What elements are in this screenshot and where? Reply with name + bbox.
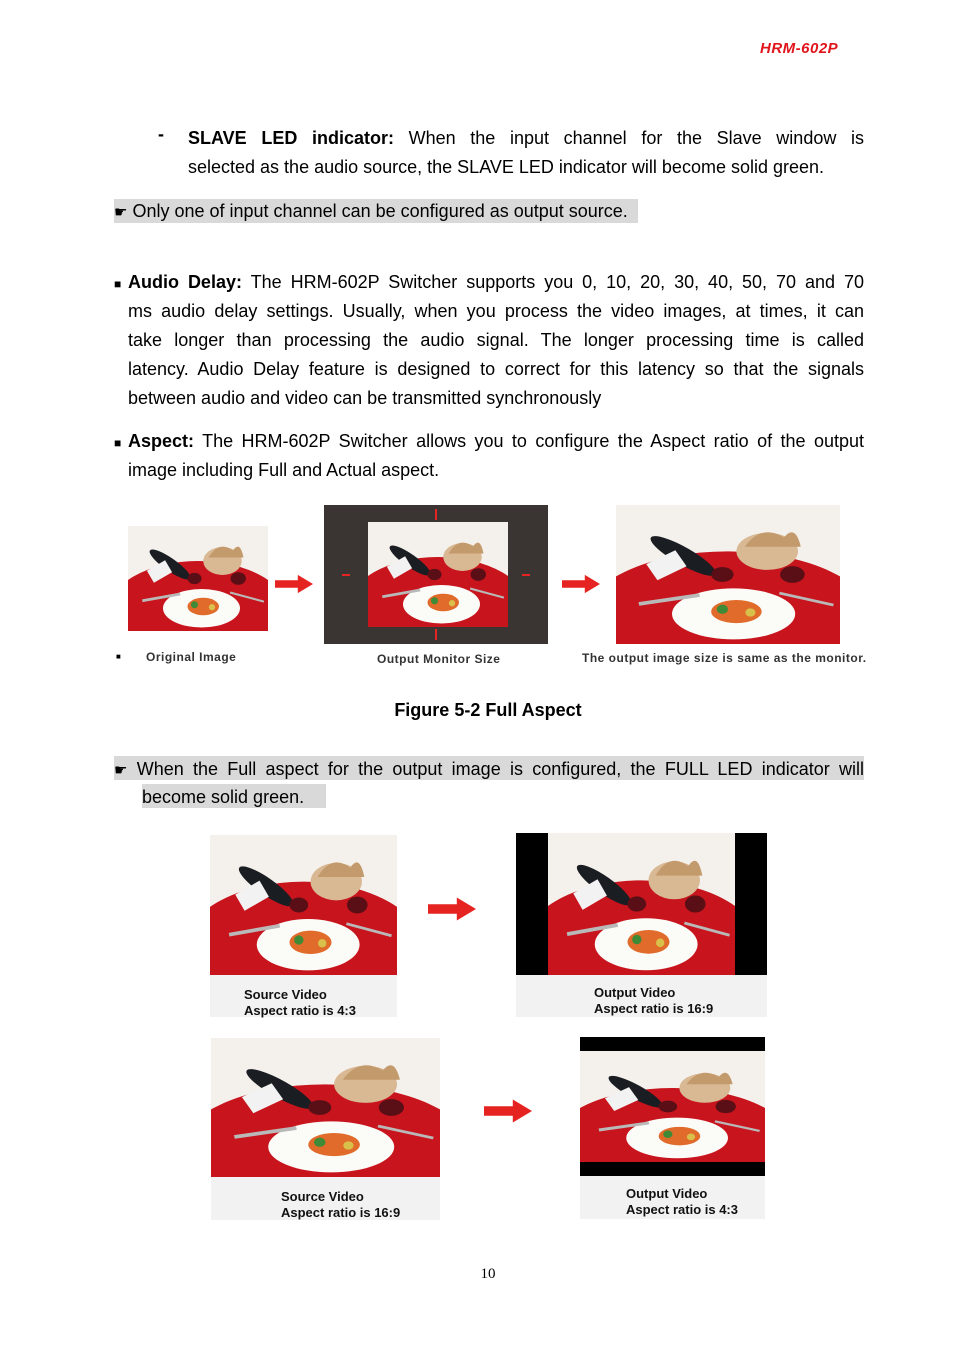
bullet-square-icon: ■ (116, 652, 121, 661)
aspect-line: The HRM-602P Switcher allows you to configure the Aspect ratio of the output (202, 431, 864, 451)
audio-delay-line: between audio and video can be transmitted synchronously (128, 388, 602, 408)
caption-original: Original Image (146, 650, 237, 664)
slave-led-label: SLAVE LED indicator: (188, 128, 394, 148)
red-arrow-icon (562, 574, 600, 594)
output-16x9-label (594, 985, 713, 1017)
source-4x3-image (210, 835, 397, 975)
page-number: 10 (480, 1266, 496, 1282)
label-line: Output Video (594, 985, 676, 1000)
expand-marker-bottom (435, 629, 437, 640)
original-image (128, 526, 268, 631)
audio-delay-line: ms audio delay settings. Usually, when you process the video images, at times, it can (128, 301, 864, 321)
audio-delay-paragraph (128, 268, 864, 413)
source-16x9-label (281, 1189, 400, 1221)
label-line: Source Video (244, 987, 327, 1002)
list-dash: - (158, 124, 164, 144)
aspect-paragraph (128, 427, 864, 485)
label-line: Aspect ratio is 16:9 (281, 1205, 401, 1220)
output-16x9-image (548, 833, 735, 975)
expand-marker-right (522, 574, 530, 576)
red-arrow-icon (484, 1099, 532, 1123)
audio-delay-line: latency. Audio Delay feature is designed to correct for this latency so that the signals (128, 359, 864, 379)
bullet-square-icon: ■ (114, 277, 122, 291)
audio-delay-label: Audio Delay: (128, 272, 242, 292)
caption-monitor: Output Monitor Size (377, 652, 501, 666)
header-brand: HRM-602P (760, 40, 839, 57)
label-line: Aspect ratio is 4:3 (626, 1202, 738, 1217)
expand-marker-left (342, 574, 350, 576)
red-arrow-icon (275, 574, 313, 594)
figure-title: Figure 5-2 Full Aspect (394, 700, 582, 720)
output-4x3-image (580, 1051, 765, 1162)
expand-marker-top (435, 509, 437, 520)
note-full-line-1 (114, 755, 864, 785)
source-4x3-label (244, 987, 356, 1019)
note-text: Only one of input channel can be configured as output source. (132, 201, 628, 221)
output-16x9-panel (516, 833, 767, 1017)
full-aspect-result-image (616, 505, 840, 644)
note-full-line-2: become solid green. (142, 787, 305, 807)
source-16x9-image (211, 1038, 440, 1177)
bullet-square-icon: ■ (114, 436, 122, 450)
label-line: Aspect ratio is 4:3 (244, 1003, 356, 1018)
audio-delay-line: The HRM-602P Switcher supports you 0, 10, 20, 30, 40, 50, 70 and 70 (250, 272, 864, 292)
red-arrow-icon (428, 897, 476, 921)
label-line: Source Video (281, 1189, 364, 1204)
label-line: Aspect ratio is 16:9 (594, 1001, 714, 1016)
aspect-label: Aspect: (128, 431, 195, 451)
output-4x3-label (626, 1186, 738, 1218)
output-4x3-panel (580, 1037, 765, 1219)
note-full-text: When the Full aspect for the output image is configured, the FULL LED indicator will (136, 759, 864, 779)
pointing-hand-icon: ☛ (114, 204, 128, 221)
label-line: Output Video (626, 1186, 708, 1201)
note-only-one-channel (114, 198, 638, 226)
audio-delay-line: take longer than processing the audio signal. The longer processing time is called (128, 330, 864, 350)
slave-led-paragraph (188, 124, 864, 182)
slave-led-text-1: When the input channel for the Slave window is (408, 128, 864, 148)
source-4x3-panel (210, 835, 397, 1017)
caption-result: The output image size is same as the monitor. (582, 651, 867, 665)
monitor-inner-image (368, 522, 508, 627)
source-16x9-panel (211, 1038, 440, 1220)
pointing-hand-icon: ☛ (114, 762, 128, 779)
aspect-line: image including Full and Actual aspect. (128, 460, 440, 480)
slave-led-text-2: selected as the audio source, the SLAVE LED indicator will become solid green. (188, 157, 825, 177)
output-monitor-frame (324, 505, 548, 644)
